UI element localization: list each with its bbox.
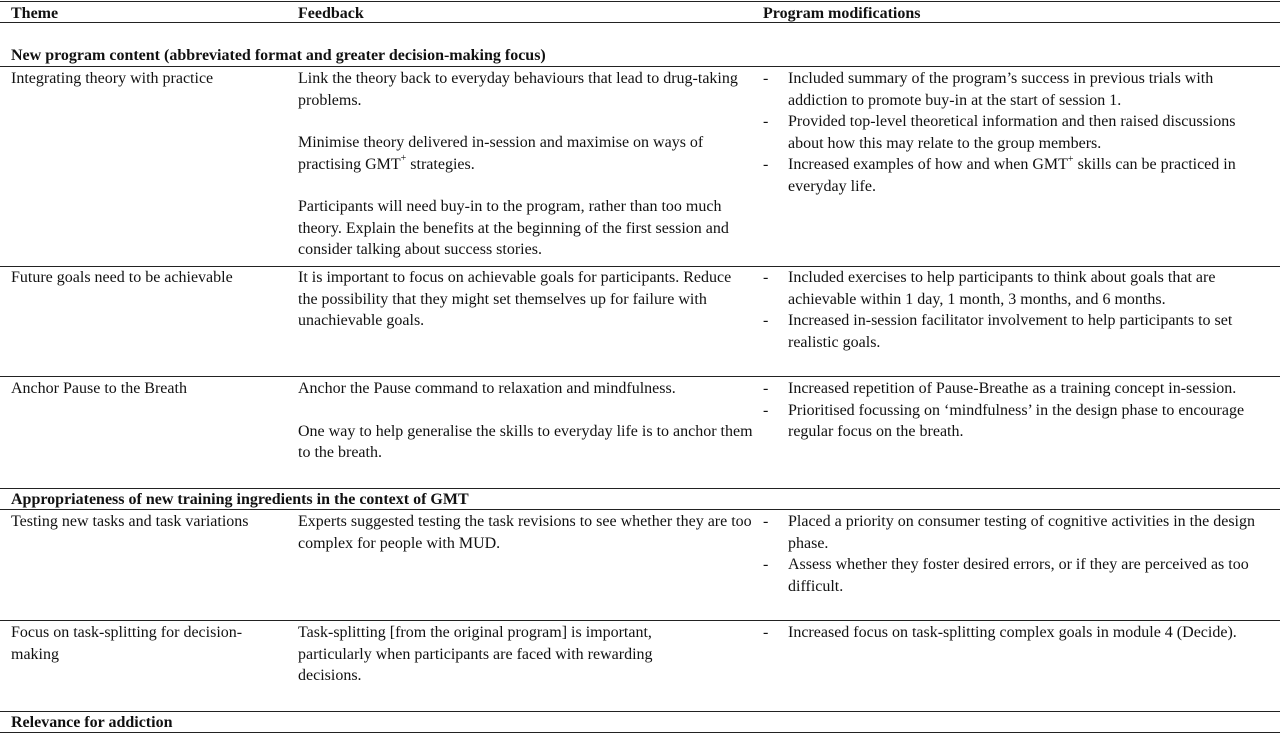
table-row-theme: Integrating theory with practice [11,70,214,87]
row-rule [0,620,1280,621]
table-row-feedback [298,378,753,464]
feedback-paragraph: Experts suggested testing the task revisions to see whether they are too complex for people with MUD. [298,513,752,552]
column-header-theme: Theme [11,5,59,22]
table-row-theme: Focus on task-splitting for decision-making [11,624,243,663]
modification-item: - Prioritised focussing on ‘mindfulness’ in the design phase to encourage regular focus on the breath. [763,400,1273,443]
table-row-modifications [763,511,1273,597]
section-title: Appropriateness of new training ingredients in the context of GMT [11,491,469,508]
table-top-rule [0,1,1280,2]
table-row-feedback [298,622,718,687]
feedback-paragraph: Link the theory back to everyday behaviours that lead to drug-taking problems. [298,70,738,109]
table-row-feedback [298,68,753,261]
table-row-feedback [298,267,753,332]
feedback-paragraph: Anchor the Pause command to relaxation and mindfulness. [298,380,676,397]
modification-item: - Included exercises to help participants to think about goals that are achievable within 1 day, 1 month, 3 months, and 6 months. [763,267,1273,310]
feedback-paragraph: One way to help generalise the skills to everyday life is to anchor them to the breath. [298,422,753,461]
table-row-theme: Future goals need to be achievable [11,269,233,286]
table-row-modifications [763,68,1273,197]
header-rule [0,22,1280,23]
section-title: Relevance for addiction [11,714,173,731]
modification-item: - Placed a priority on consumer testing of cognitive activities in the design phase. [763,511,1273,554]
modification-item: - Increased in-session facilitator involvement to help participants to set realistic goals. [763,310,1273,353]
modification-item: - Increased examples of how and when GMT+ skills can be practiced in everyday life. [763,154,1273,197]
column-header-modifications: Program modifications [763,5,921,22]
table-row-modifications [763,622,1273,644]
table-row-modifications [763,267,1273,353]
feedback-paragraph: Participants will need buy-in to the program, rather than too much theory. Explain the benefits at the beginning of the first session and consider talking about success stories. [298,198,729,258]
modification-item: - Included summary of the program’s success in previous trials with addiction to promote buy-in at the start of session 1. [763,68,1273,111]
column-header-feedback: Feedback [298,5,364,22]
table-row-theme: Testing new tasks and task variations [11,513,249,530]
modification-item: - Provided top-level theoretical information and then raised discussions about how this may relate to the group members. [763,111,1273,154]
section-title: New program content (abbreviated format and greater decision-making focus) [11,47,546,64]
section-rule [0,711,1280,712]
modification-item: - Assess whether they foster desired errors, or if they are perceived as too difficult. [763,554,1273,597]
section-rule [0,732,1280,733]
row-rule [0,376,1280,377]
modification-item: - Increased repetition of Pause-Breathe as a training concept in-session. [763,378,1273,400]
modification-item: - Increased focus on task-splitting complex goals in module 4 (Decide). [763,622,1273,644]
feedback-paragraph: Task-splitting [from the original program] is important, particularly when participants are faced with rewarding decisions. [298,624,653,684]
feedback-paragraph: Minimise theory delivered in-session and maximise on ways of practising GMT+ strategies. [298,134,704,173]
table-row-feedback [298,511,753,554]
table-row-theme: Anchor Pause to the Breath [11,380,187,397]
feedback-paragraph: It is important to focus on achievable goals for participants. Reduce the possibility that they might set themselves up for failure with unachievable goals. [298,269,732,329]
table-row-modifications [763,378,1273,443]
